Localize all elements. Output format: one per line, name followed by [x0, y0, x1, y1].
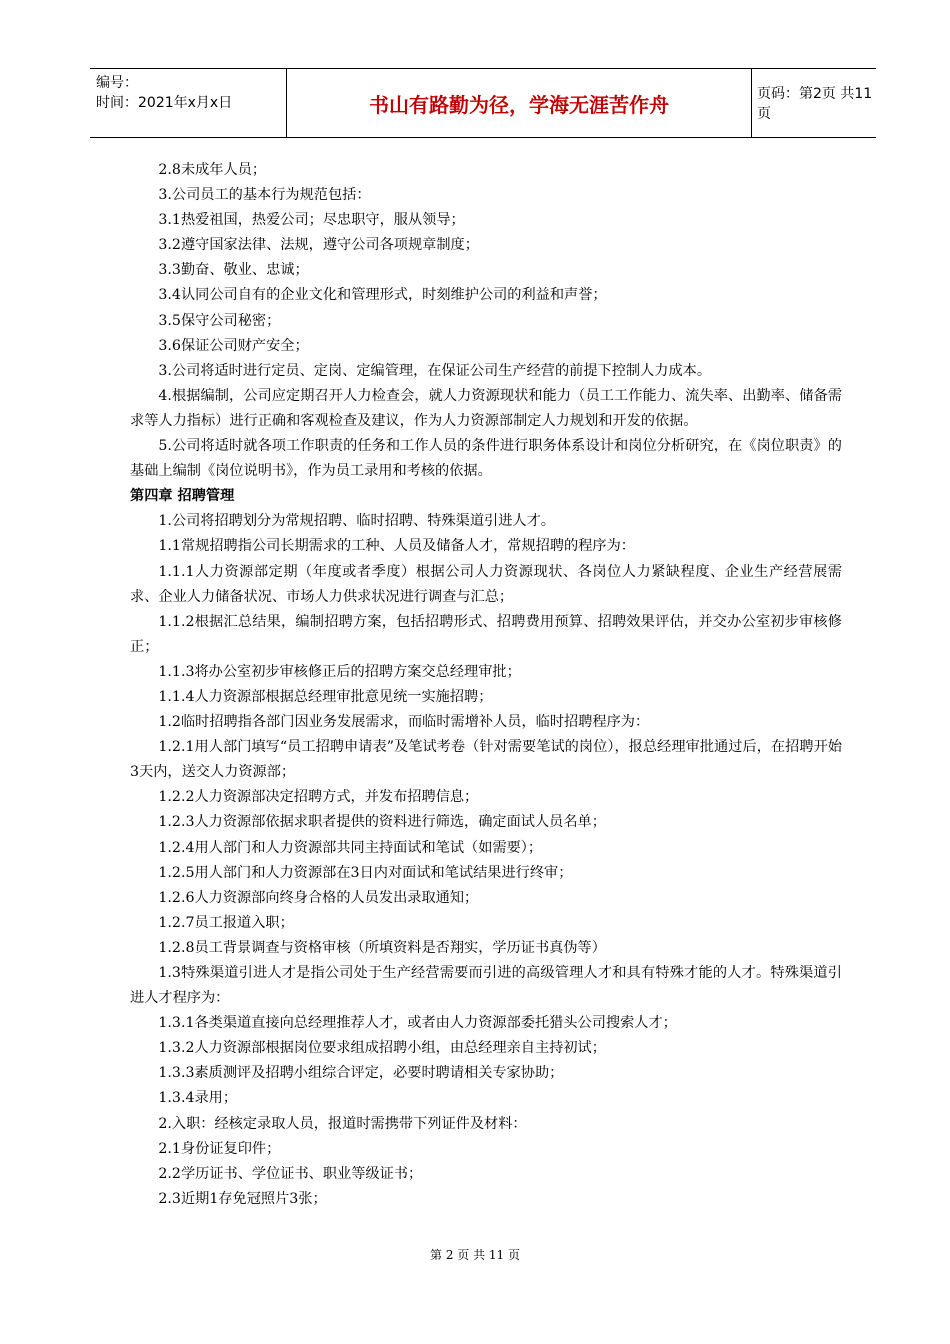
body-paragraph: 1.3.2人力资源部根据岗位要求组成招聘小组，由总经理亲自主持初试；: [158, 1040, 606, 1057]
body-paragraph: 3.2遵守国家法律、法规，遵守公司各项规章制度；: [158, 237, 479, 254]
body-paragraph: 1.1.2根据汇总结果，编制招聘方案，包括招聘形式、招聘费用预算、招聘效果评估，并交办公室初步审核修正；: [130, 613, 842, 655]
body-paragraph: 1.2临时招聘指各部门因业务发展需求，而临时需增补人员，临时招聘程序为：: [158, 714, 650, 731]
chapter-heading: 第四章 招聘管理: [130, 488, 235, 505]
body-paragraph: 1.2.2人力资源部决定招聘方式，并发布招聘信息；: [158, 789, 479, 806]
header-page-code: 页码：第2页 共11页: [757, 86, 873, 122]
header-slogan-cell: [286, 69, 752, 137]
body-paragraph: 1.2.4用人部门和人力资源部共同主持面试和笔试（如需要）；: [158, 839, 543, 856]
document-header: [90, 68, 876, 138]
body-paragraph: 2.8未成年人员；: [158, 162, 267, 178]
body-paragraph: 2.3近期1存免冠照片3张；: [158, 1190, 327, 1207]
body-paragraph: 1.3.1各类渠道直接向总经理推荐人才，或者由人力资源部委托猎头公司搜索人才；: [158, 1015, 677, 1032]
body-paragraph: 1.2.3人力资源部依据求职者提供的资料进行筛选，确定面试人员名单；: [158, 814, 606, 831]
body-paragraph: 1.3.3素质测评及招聘小组综合评定，必要时聘请相关专家协助；: [158, 1065, 564, 1082]
body-paragraph: 1.公司将招聘划分为常规招聘、临时招聘、特殊渠道引进人才。: [158, 513, 555, 530]
body-paragraph: 1.1.1人力资源部定期（年度或者季度）根据公司人力资源现状、各岗位人力紧缺程度、企业生产经营展需求、企业人力储备状况、市场人力供求状况进行调查与汇总；: [130, 563, 842, 605]
body-paragraph: 4.根据编制，公司应定期召开人力检查会，就人力资源现状和能力（员工工作能力、流失率、出勤率、储备需求等人力指标）进行正确和客观检查及建议，作为人力资源部制定人力规划和开发的依据。: [130, 387, 842, 429]
header-meta: [90, 69, 286, 137]
header-page-cell: [751, 69, 876, 137]
body-paragraph: 1.3.4录用；: [158, 1090, 238, 1107]
body-paragraph: 1.3特殊渠道引进人才是指公司处于生产经营需要而引进的高级管理人才和具有特殊才能的人才。特殊渠道引进人才程序为：: [130, 965, 842, 1007]
header-slogan: 书山有路勤为径，学海无涯苦作舟: [369, 92, 669, 117]
body-paragraph: 3.5保守公司秘密；: [158, 312, 281, 329]
body-paragraph: 2.1身份证复印件；: [158, 1140, 281, 1157]
document-time-label: 时间：2021年x月x日: [96, 95, 233, 111]
body-paragraph: 1.2.8员工背景调查与资格审核（所填资料是否翔实，学历证书真伪等）: [158, 939, 606, 956]
body-paragraph: 2.入职：经核定录取人员，报道时需携带下列证件及材料：: [158, 1115, 527, 1132]
body-paragraph: 1.1.4人力资源部根据总经理审批意见统一实施招聘；: [158, 688, 493, 705]
page-footer: 第 2 页 共 11 页: [430, 1248, 520, 1262]
body-paragraph: 3.6保证公司财产安全；: [158, 337, 309, 354]
body-paragraph: 2.2学历证书、学位证书、职业等级证书；: [158, 1165, 423, 1182]
body-paragraph: 1.1常规招聘指公司长期需求的工种、人员及储备人才，常规招聘的程序为：: [158, 538, 635, 555]
body-paragraph: 3.1热爱祖国，热爱公司；尽忠职守，服从领导；: [158, 212, 465, 229]
body-paragraph: 1.2.1用人部门填写“员工招聘申请表”及笔试考卷（针对需要笔试的岗位），报总经理审批通过后，在招聘开始3天内，送交人力资源部；: [130, 739, 842, 781]
body-paragraph: 1.1.3将办公室初步审核修正后的招聘方案交总经理审批；: [158, 663, 521, 680]
body-paragraph: 3.公司员工的基本行为规范包括：: [158, 187, 371, 204]
body-paragraph: 1.2.5用人部门和人力资源部在3日内对面试和笔试结果进行终审；: [158, 864, 573, 881]
body-paragraph: 5.公司将适时就各项工作职责的任务和工作人员的条件进行职务体系设计和岗位分析研究，在《岗位职责》的基础上编制《岗位说明书》，作为员工录用和考核的依据。: [130, 438, 842, 480]
document-body: [130, 158, 842, 1212]
body-paragraph: 3.4认同公司自有的企业文化和管理形式，时刻维护公司的利益和声誉；: [158, 287, 607, 304]
body-paragraph: 3.3勤奋、敬业、忠诚；: [158, 262, 309, 279]
body-paragraph: 1.2.7员工报道入职；: [158, 914, 294, 931]
body-paragraph: 1.2.6人力资源部向终身合格的人员发出录取通知；: [158, 889, 479, 906]
document-number-label: 编号：: [96, 75, 138, 91]
body-paragraph: 3.公司将适时进行定员、定岗、定编管理，在保证公司生产经营的前提下控制人力成本。: [158, 362, 712, 379]
